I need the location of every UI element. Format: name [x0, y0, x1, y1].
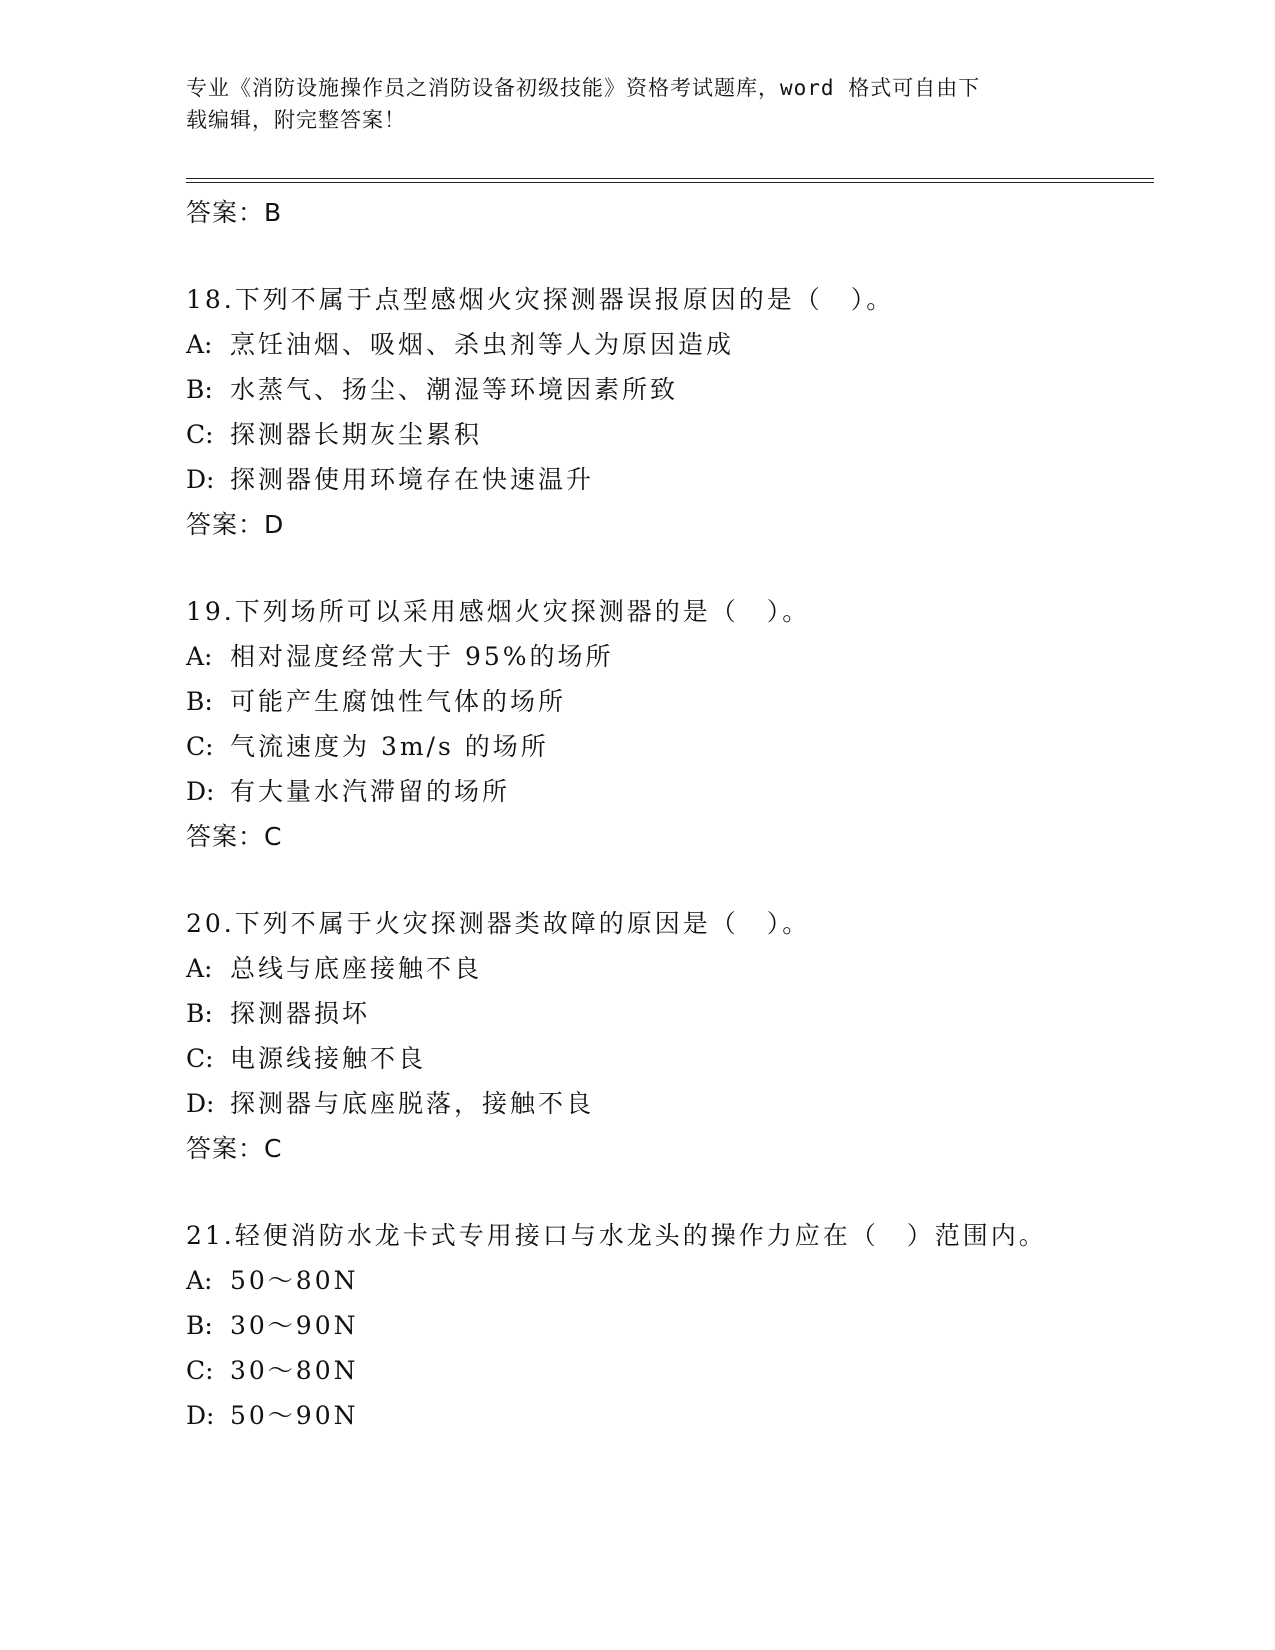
option-d	[186, 457, 1154, 502]
option-letter: C:	[186, 732, 214, 761]
option-letter: A:	[186, 330, 213, 359]
option-letter: B:	[186, 1311, 213, 1340]
option-b	[186, 679, 1154, 724]
option-text: 总线与底座接触不良	[230, 954, 483, 983]
header-line-1: 专业《消防设施操作员之消防设备初级技能》资格考试题库，word 格式可自由下	[186, 76, 981, 100]
option-text: 电源线接触不良	[230, 1044, 427, 1073]
option-text: 相对湿度经常大于 95%的场所	[230, 642, 614, 671]
option-text: 50～80N	[230, 1266, 359, 1295]
option-text: 探测器损坏	[230, 999, 371, 1028]
option-letter: B:	[186, 687, 213, 716]
option-c	[186, 1348, 1154, 1393]
option-text: 有大量水汽滞留的场所	[230, 777, 511, 806]
question-text: 21.轻便消防水龙卡式专用接口与水龙头的操作力应在（ ）范围内。	[186, 1221, 1047, 1250]
answer-line: 答案：D	[186, 510, 285, 539]
option-c	[186, 724, 1154, 769]
header-double-rule	[186, 178, 1154, 183]
option-a	[186, 1258, 1154, 1303]
question-20	[186, 901, 1154, 1171]
option-letter: C:	[186, 420, 214, 449]
option-letter: A:	[186, 642, 213, 671]
option-a	[186, 946, 1154, 991]
header-line-2: 载编辑，附完整答案！	[186, 108, 406, 132]
answer-line: 答案：B	[186, 198, 283, 227]
option-text: 可能产生腐蚀性气体的场所	[230, 687, 567, 716]
option-letter: D:	[186, 777, 215, 806]
option-letter: A:	[186, 954, 213, 983]
option-c	[186, 412, 1154, 457]
option-letter: D:	[186, 1401, 215, 1430]
question-text: 19.下列场所可以采用感烟火灾探测器的是（ ）。	[186, 597, 811, 626]
question-19	[186, 589, 1154, 859]
question-21	[186, 1213, 1154, 1438]
option-text: 烹饪油烟、吸烟、杀虫剂等人为原因造成	[230, 330, 735, 359]
answer-line: 答案：C	[186, 822, 283, 851]
option-b	[186, 367, 1154, 412]
option-d	[186, 1081, 1154, 1126]
option-text: 水蒸气、扬尘、潮湿等环境因素所致	[230, 375, 679, 404]
option-text: 30～80N	[230, 1356, 359, 1385]
option-text: 探测器使用环境存在快速温升	[230, 465, 595, 494]
option-letter: A:	[186, 1266, 213, 1295]
option-d	[186, 1393, 1154, 1438]
option-a	[186, 634, 1154, 679]
option-b	[186, 991, 1154, 1036]
option-a	[186, 322, 1154, 367]
option-c	[186, 1036, 1154, 1081]
question-18	[186, 277, 1154, 547]
option-letter: C:	[186, 1356, 214, 1385]
option-text: 50～90N	[230, 1401, 359, 1430]
option-d	[186, 769, 1154, 814]
option-b	[186, 1303, 1154, 1348]
page-header	[186, 72, 1086, 136]
answer-line: 答案：C	[186, 1134, 283, 1163]
option-letter: B:	[186, 999, 213, 1028]
option-text: 30～90N	[230, 1311, 359, 1340]
option-letter: C:	[186, 1044, 214, 1073]
option-text: 探测器与底座脱落，接触不良	[230, 1089, 595, 1118]
question-text: 20.下列不属于火灾探测器类故障的原因是（ ）。	[186, 909, 811, 938]
question-text: 18.下列不属于点型感烟火灾探测器误报原因的是（ ）。	[186, 285, 895, 314]
option-text: 气流速度为 3m/s 的场所	[230, 732, 549, 761]
option-text: 探测器长期灰尘累积	[230, 420, 483, 449]
option-letter: D:	[186, 1089, 215, 1118]
question-content	[186, 190, 1154, 1438]
option-letter: B:	[186, 375, 213, 404]
option-letter: D:	[186, 465, 215, 494]
